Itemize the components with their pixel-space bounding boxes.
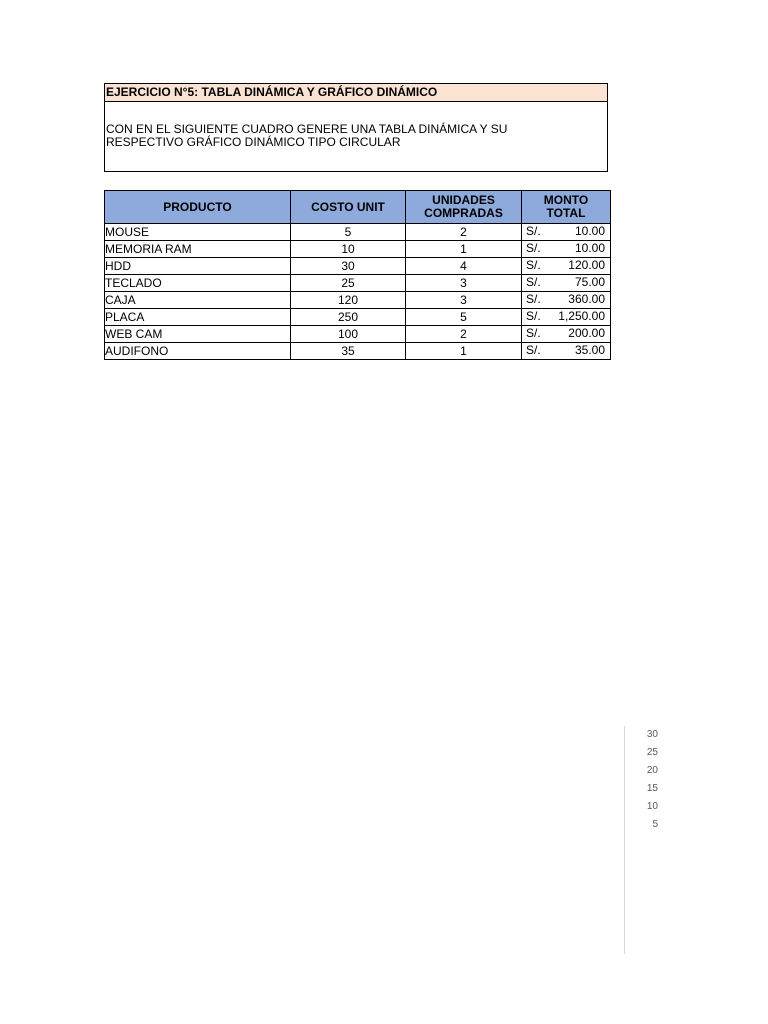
cell-costo[interactable]: 35 [291,343,406,360]
cell-monto[interactable] [522,275,611,292]
exercise-box [104,83,608,172]
cell-unidades[interactable]: 3 [406,292,522,309]
table-row [105,224,611,241]
table-row [105,241,611,258]
header-producto[interactable]: PRODUCTO [105,191,291,224]
currency-symbol: S/. [526,241,541,255]
header-unidades-compradas[interactable]: UNIDADES COMPRADAS [406,191,522,224]
cell-monto[interactable] [522,258,611,275]
currency-symbol: S/. [526,224,541,238]
cell-costo[interactable]: 10 [291,241,406,258]
header-costo-unit[interactable]: COSTO UNIT [291,191,406,224]
cell-producto[interactable]: MEMORIA RAM [105,241,291,258]
cell-costo[interactable]: 30 [291,258,406,275]
header-monto-total[interactable]: MONTO TOTAL [522,191,611,224]
axis-tick-label: 15 [646,783,658,794]
currency-symbol: S/. [526,292,541,306]
cell-unidades[interactable]: 4 [406,258,522,275]
cell-producto[interactable]: CAJA [105,292,291,309]
cell-producto[interactable]: PLACA [105,309,291,326]
cell-monto[interactable] [522,343,611,360]
amount: 1,250.00 [558,309,605,323]
cell-producto[interactable]: AUDIFONO [105,343,291,360]
cell-producto[interactable]: HDD [105,258,291,275]
cell-costo[interactable]: 250 [291,309,406,326]
amount: 35.00 [574,343,605,357]
axis-tick-label: 10 [646,801,658,812]
cell-monto[interactable] [522,292,611,309]
axis-tick-label: 25 [646,747,658,758]
table-row [105,275,611,292]
table-row [105,343,611,360]
cell-costo[interactable]: 120 [291,292,406,309]
axis-tick-label: 30 [646,729,658,740]
table-row [105,258,611,275]
cell-unidades[interactable]: 1 [406,241,522,258]
exercise-instructions: CON EN EL SIGUIENTE CUADRO GENERE UNA TABLA DINÁMICA Y SU RESPECTIVO GRÁFICO DINÁMICO TIPO CIRCULAR [106,122,508,149]
cell-unidades[interactable]: 3 [406,275,522,292]
chart-fragment[interactable] [624,726,768,954]
table-row [105,309,611,326]
exercise-title: EJERCICIO N°5: TABLA DINÁMICA Y GRÁFICO DINÁMICO [105,84,607,102]
axis-tick-label: 5 [652,819,658,830]
currency-symbol: S/. [526,326,541,340]
cell-monto[interactable] [522,326,611,343]
table-row [105,326,611,343]
table-header-row [105,191,611,224]
cell-monto[interactable] [522,241,611,258]
amount: 75.00 [574,275,605,289]
cell-producto[interactable]: MOUSE [105,224,291,241]
table-row [105,292,611,309]
cell-unidades[interactable]: 5 [406,309,522,326]
cell-unidades[interactable]: 1 [406,343,522,360]
cell-costo[interactable]: 100 [291,326,406,343]
cell-unidades[interactable]: 2 [406,326,522,343]
cell-costo[interactable]: 5 [291,224,406,241]
cell-unidades[interactable]: 2 [406,224,522,241]
amount: 200.00 [568,326,605,340]
amount: 10.00 [574,241,605,255]
currency-symbol: S/. [526,258,541,272]
products-table [104,190,611,360]
currency-symbol: S/. [526,343,541,357]
currency-symbol: S/. [526,275,541,289]
cell-monto[interactable] [522,224,611,241]
amount: 10.00 [574,224,605,238]
cell-producto[interactable]: TECLADO [105,275,291,292]
cell-monto[interactable] [522,309,611,326]
cell-producto[interactable]: WEB CAM [105,326,291,343]
currency-symbol: S/. [526,309,541,323]
amount: 360.00 [568,292,605,306]
amount: 120.00 [568,258,605,272]
axis-tick-label: 20 [646,765,658,776]
cell-costo[interactable]: 25 [291,275,406,292]
